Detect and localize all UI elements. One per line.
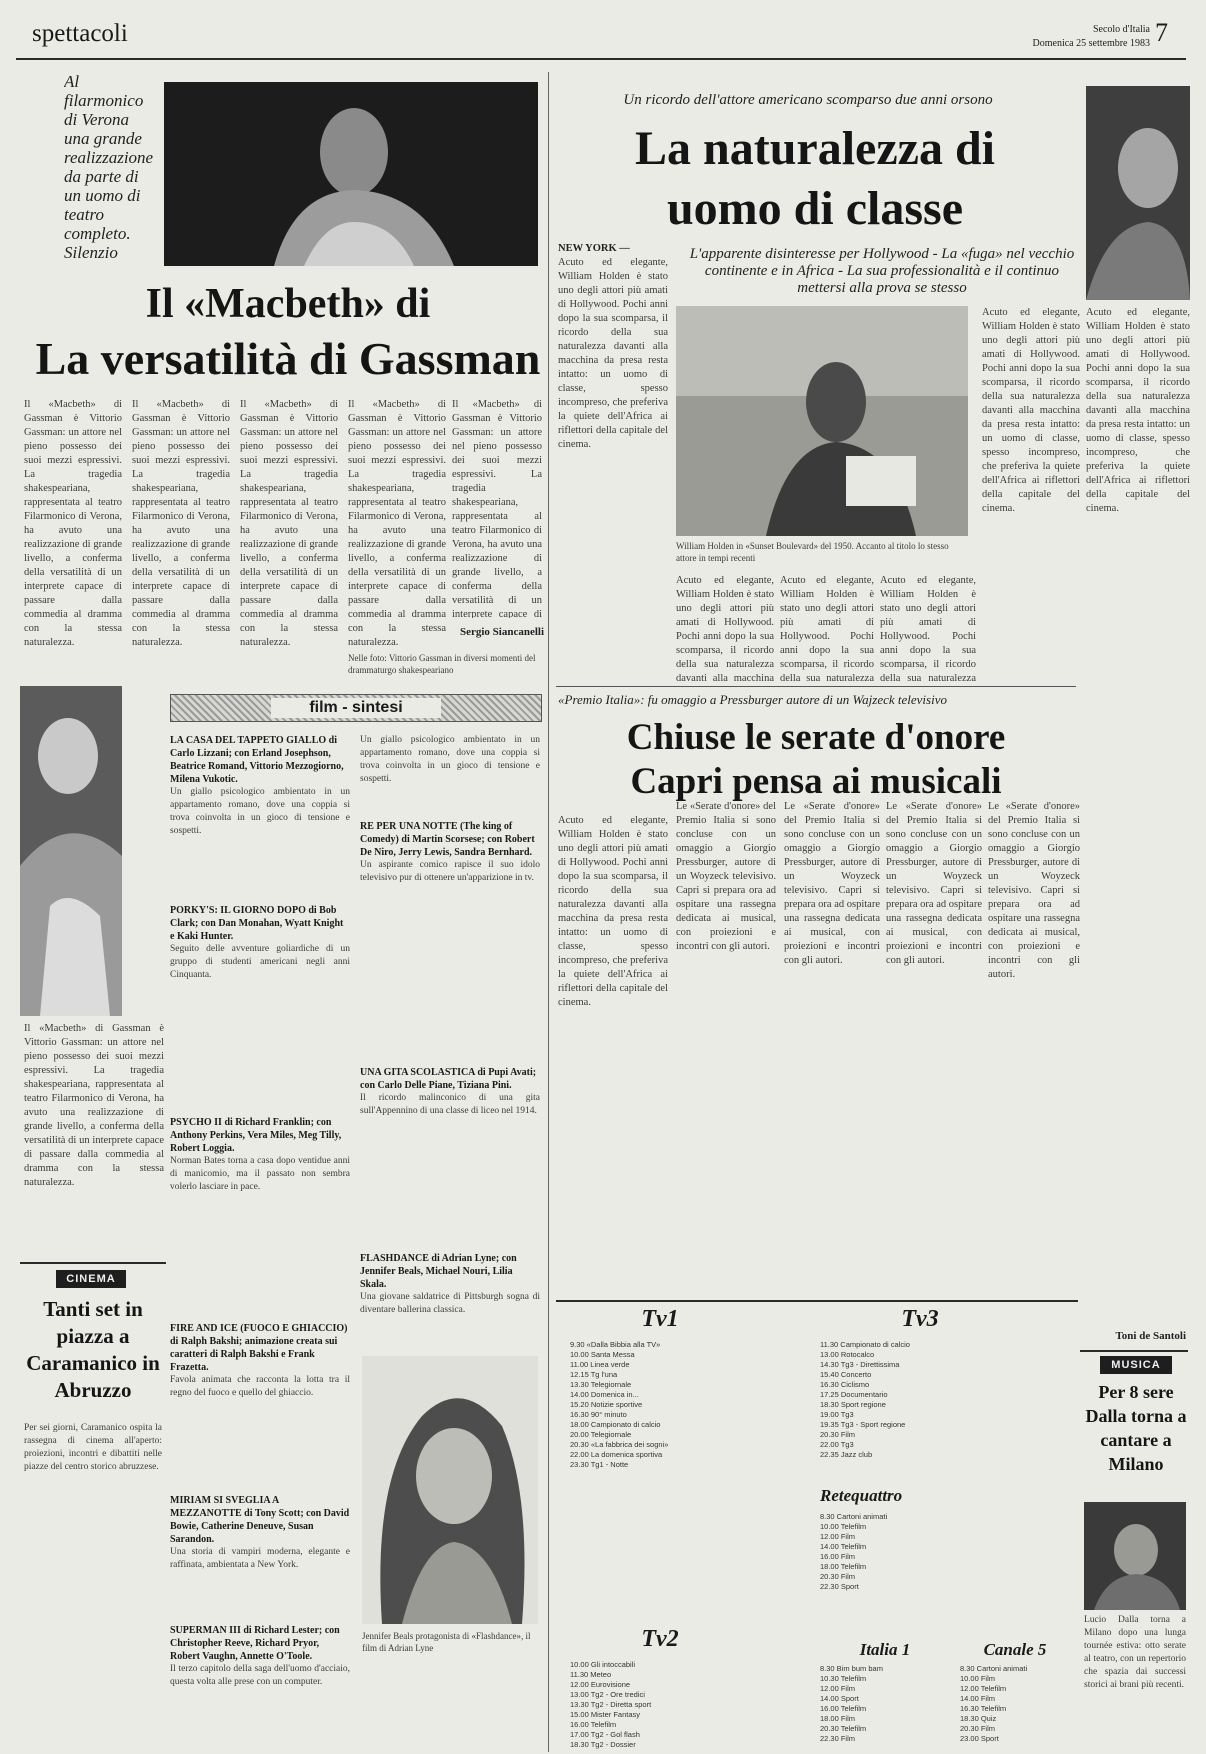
tv-schedule-line: 18.30 Quiz (960, 1714, 997, 1723)
tv-schedule-line: 16.00 Film (820, 1552, 856, 1561)
tv-schedule-line: 8.30 Cartoni animati (960, 1664, 1028, 1673)
macbeth-body-col1-cont: Il «Macbeth» di Gassman è Vittorio Gassman: un attore nel pieno possesso dei suoi mezzi espressivi. La tragedia shakespeariana, rappresentata al teatro Filarmonico di Verona, ha avuto una realizzazione di grande livello, a conferma della versatilità di un interprete capace di passare dalla commedia al dramma con la stessa naturalezza. (24, 1023, 164, 1188)
tv-schedule-line: 16.30 90° minuto (570, 1410, 627, 1419)
masthead-rule (16, 58, 1186, 60)
holden-dateline: NEW YORK — (558, 243, 630, 254)
macbeth-byline: Sergio Siancanelli (459, 626, 544, 638)
cinema-box-headline: Tanti set in piazza a Caramanico in Abruzzo (26, 1297, 160, 1402)
holden-portrait (1086, 86, 1190, 300)
tv-schedule-line: 18.30 Tg2 - Dossier (570, 1740, 636, 1749)
film-item-title: MIRIAM SI SVEGLIA A MEZZANOTTE di Tony Scott; con David Bowie, Catherine Deneuve, Susan Sarandon. (170, 1495, 350, 1545)
film-sintesi-header (170, 694, 542, 722)
macbeth-body-col2: Il «Macbeth» di Gassman è Vittorio Gassman: un attore nel pieno possesso dei suoi mezzi espressivi. La tragedia shakespeariana, rappresentata al teatro Filarmonico di Verona, ha avuto una realizzazione di grande livello, a conferma della versatilità di un interprete capace di passare dalla commedia al dramma con la stessa naturalezza. (132, 399, 230, 648)
tv-schedule-line: 16.30 Telefilm (960, 1704, 1007, 1713)
tv-schedule-line: 8.30 Bim bum bam (820, 1664, 883, 1673)
tv-schedule-line: 22.30 Film (820, 1734, 856, 1743)
premio-headline-2: Capri pensa ai musicali (630, 761, 1002, 802)
film-list-right (360, 734, 540, 1350)
tv-schedule-line: 14.30 Tg3 - Direttissima (820, 1360, 900, 1369)
tv-schedule-line: 13.30 Tg2 - Diretta sport (570, 1700, 652, 1709)
premio-body-col4: Le «Serate d'onore» del Premio Italia si sono concluse con un omaggio a Giorgio Pressburger, autore di un Woyzeck televisivo. Capri si prepara ora ad ospitare una rassegna dedicata ai musical, con proiezioni e incontri con gli autori. (988, 801, 1080, 980)
tv-schedule-line: 12.00 Film (820, 1684, 856, 1693)
tv-schedule-line: 20.30 Telefilm (820, 1724, 867, 1733)
film-item-text-cont: Un giallo psicologico ambientato in un appartamento romano, dove una coppia si trova coinvolta in un gioco di tensione e sospetti. (360, 735, 540, 784)
holden-headline-2: uomo di classe (666, 182, 963, 235)
cinema-box-label: CINEMA (56, 1270, 126, 1288)
tv-schedule-line: 20.00 Telegiornale (570, 1430, 632, 1439)
tv-schedule-line: 12.00 Film (820, 1532, 856, 1541)
tv-schedule-line: 18.00 Campionato di calcio (570, 1420, 661, 1429)
tv-schedule-line: 14.00 Sport (820, 1694, 859, 1703)
film-item-title: FIRE AND ICE (FUOCO E GHIACCIO) di Ralph Bakshi; animazione creata sui caratteri di Ralph Bakshi e Frank Frazetta. (170, 1323, 348, 1373)
film-item (170, 734, 350, 904)
holden-deck: L'apparente disinteresse per Hollywood - La «fuga» nel vecchio continente e in Africa - La sua professionalità e il continuo mettersi alla prova se stesso (689, 246, 1075, 296)
tv2-title: Tv2 (641, 1626, 679, 1652)
tv-schedule-line: 16.30 Ciclismo (820, 1380, 870, 1389)
film-item (170, 904, 350, 1116)
film-item-text: Una storia di vampiri moderna, elegante e raffinata, ambientata a New York. (170, 1547, 350, 1570)
film-item-title: UNA GITA SCOLASTICA di Pupi Avati; con Carlo Delle Piane, Tiziana Pini. (360, 1067, 537, 1091)
film-sintesi-title: film - sintesi (271, 698, 441, 718)
tv-schedule-line: 12.15 Tg l'una (570, 1370, 618, 1379)
macbeth-body-col3: Il «Macbeth» di Gassman è Vittorio Gassman: un attore nel pieno possesso dei suoi mezzi espressivi. La tragedia shakespeariana, rappresentata al teatro Filarmonico di Verona, ha avuto una realizzazione di grande livello, a conferma della versatilità di un interprete capace di passare dalla commedia al dramma con la stessa naturalezza. (240, 399, 338, 648)
premio-body-col0: Acuto ed elegante, William Holden è stato uno degli attori più amati di Hollywood. Pochi anni dopo la sua scomparsa, il ricordo della sua naturalezza davanti alla macchina da presa resta intatto: un uomo di classe, spesso incompreso, che preferiva la quiete dell'Africa ai riflettori della capitale del cinema. (558, 815, 668, 1008)
film-list-left (170, 734, 350, 1744)
tv-schedule-line: 10.00 Santa Messa (570, 1350, 635, 1359)
cinema-box-body: Per sei giorni, Caramanico ospita la rassegna di cinema all'aperto: proiezioni, incontri e dibattiti nelle piazze del centro storico abruzzese. (24, 1423, 162, 1472)
tv-schedule-line: 10.00 Film (960, 1674, 996, 1683)
issue-date: Domenica 25 settembre 1983 (1032, 38, 1150, 49)
holden-photo-caption: William Holden in «Sunset Boulevard» del 1950. Accanto al titolo lo stesso attore in tempi recenti (676, 541, 949, 563)
film-item (170, 1116, 350, 1322)
premio-headline-1: Chiuse le serate d'onore (626, 717, 1006, 758)
tv-schedule-line: 10.30 Telefilm (820, 1674, 867, 1683)
holden-body-col6: Acuto ed elegante, William Holden è stato uno degli attori più amati di Hollywood. Pochi anni dopo la sua scomparsa, il ricordo della sua naturalezza davanti alla macchina da presa resta intatto: un uomo di classe, spesso incompreso, che preferiva la quiete dell'Africa ai riflettori della capitale del cinema. (1086, 307, 1190, 514)
macbeth-body-col5: Il «Macbeth» di Gassman è Vittorio Gassman: un attore nel pieno possesso dei suoi mezzi espressivi. La tragedia shakespeariana, rappresentata al teatro Filarmonico di Verona, ha avuto una realizzazione di grande livello, a conferma della versatilità di un interprete capace di (452, 399, 542, 618)
tv-schedule-line: 15.20 Notizie sportive (570, 1400, 643, 1409)
macbeth-body-col4: Il «Macbeth» di Gassman è Vittorio Gassman: un attore nel pieno possesso dei suoi mezzi espressivi. La tragedia shakespeariana, rappresentata al teatro Filarmonico di Verona, ha avuto una realizzazione di grande livello, a conferma della versatilità di un interprete capace di passare dalla commedia al dramma con la stessa naturalezza. (348, 399, 446, 648)
section-title: spettacoli (32, 20, 128, 47)
film-item-title: PORKY'S: IL GIORNO DOPO di Bob Clark; con Dan Monahan, Wyatt Knight e Kaki Hunter. (170, 905, 344, 942)
tv-schedule-line: 16.00 Telefilm (570, 1720, 617, 1729)
film-item-text: Una giovane saldatrice di Pittsburgh sogna di diventare ballerina classica. (360, 1292, 540, 1315)
canale5-schedule (960, 1664, 1076, 1750)
tv-schedule-line: 12.00 Eurovisione (570, 1680, 631, 1689)
holden-sunset-photo (676, 306, 968, 536)
film-item-text: Norman Bates torna a casa dopo ventidue anni di manicomio, ma il passato non sembra volerlo lasciare in pace. (170, 1156, 350, 1192)
tv-schedule-line: 13.00 Rotocalco (820, 1350, 875, 1359)
tv2-schedule (570, 1660, 800, 1750)
retequattro-schedule (820, 1512, 1076, 1632)
tv-schedule-line: 22.00 Tg3 (820, 1440, 854, 1449)
tv-schedule-line: 15.00 Mister Fantasy (570, 1710, 641, 1719)
premio-body-col2: Le «Serate d'onore» del Premio Italia si sono concluse con un omaggio a Giorgio Pressburger, autore di un Woyzeck televisivo. Capri si prepara ora ad ospitare una rassegna dedicata ai musical, con proiezioni e incontri con gli autori. (784, 801, 880, 966)
page-number: 7 (1155, 18, 1168, 47)
tv-schedule-line: 17.00 Tg2 - Gol flash (570, 1730, 640, 1739)
column-divider (548, 72, 549, 1752)
tv-schedule-line: 20.30 Film (960, 1724, 996, 1733)
film-item-title: FLASHDANCE di Adrian Lyne; con Jennifer Beals, Michael Nouri, Lilia Skala. (360, 1253, 517, 1290)
tv-top-rule (556, 1300, 1078, 1302)
premio-body-col1: Le «Serate d'onore» del Premio Italia si sono concluse con un omaggio a Giorgio Pressburger, autore di un Woyzeck televisivo. Capri si prepara ora ad ospitare una rassegna dedicata ai musical, con proiezioni e incontri con gli autori. (676, 801, 776, 952)
tv-schedule-line: 20.30 Film (820, 1430, 856, 1439)
film-item-text: Favola animata che racconta la lotta tra il regno del fuoco e quello del ghiaccio. (170, 1375, 350, 1398)
tv-schedule-line: 14.00 Domenica in... (570, 1390, 639, 1399)
tv-schedule-line: 13.00 Tg2 - Ore tredici (570, 1690, 645, 1699)
film-item-text: Il terzo capitolo della saga dell'uomo d'acciaio, questa volta alle prese con un computer. (170, 1664, 350, 1687)
film-item-text: Seguito delle avventure goliardiche di un gruppo di studenti americani negli anni Cinquanta. (170, 944, 350, 980)
tv-schedule-line: 11.30 Meteo (570, 1670, 612, 1679)
tv-schedule-line: 19.00 Tg3 (820, 1410, 854, 1419)
holden-body-col1: Acuto ed elegante, William Holden è stato uno degli attori più amati di Hollywood. Pochi anni dopo la sua scomparsa, il ricordo della sua naturalezza davanti alla macchina da presa resta intatto: un uomo di classe, spesso incompreso, che preferiva la quiete dell'Africa ai riflettori della capitale del cinema. (558, 257, 668, 450)
holden-body-col4: Acuto ed elegante, William Holden è stato uno degli attori più amati di Hollywood. Pochi anni dopo la sua scomparsa, il ricordo della sua naturalezza (880, 575, 976, 684)
tv-schedule-line: 14.00 Film (960, 1694, 996, 1703)
tv-schedule-line: 8.30 Cartoni animati (820, 1512, 888, 1521)
tv-schedule-line: 11.30 Campionato di calcio (820, 1340, 910, 1349)
film-item-title: SUPERMAN III di Richard Lester; con Christopher Reeve, Richard Pryor, Robert Vaughn, Annette O'Toole. (170, 1625, 340, 1662)
tv-schedule-line: 20.30 «La fabbrica dei sogni» (570, 1440, 669, 1449)
tv-schedule-line: 22.30 Sport (820, 1582, 859, 1591)
tv-schedule-line: 10.00 Telefilm (820, 1522, 867, 1531)
macbeth-caption: Nelle foto: Vittorio Gassman in diversi momenti del drammaturgo shakespeariano (348, 653, 536, 675)
film-item (170, 1322, 350, 1494)
holden-headline-1: La naturalezza di (635, 122, 995, 175)
film-item (360, 1252, 540, 1348)
italia1-title: Italia 1 (859, 1640, 911, 1659)
holden-kicker: Un ricordo dell'attore americano scomparso due anni orsono (623, 92, 993, 108)
tv-schedule-line: 18.30 Sport regione (820, 1400, 886, 1409)
macbeth-headline-2: La versatilità di Gassman (35, 333, 541, 384)
premio-kicker: «Premio Italia»: fu omaggio a Pressburger autore di un Wajzeck televisivo (558, 692, 947, 707)
tv-schedule-line: 18.00 Telefilm (820, 1562, 867, 1571)
holden-bottom-rule (556, 686, 1076, 687)
tv-schedule-line: 22.00 La domenica sportiva (570, 1450, 663, 1459)
film-item (170, 1494, 350, 1624)
tv-schedule-line: 23.00 Sport (960, 1734, 999, 1743)
flashdance-caption: Jennifer Beals protagonista di «Flashdance», il film di Adrian Lyne (362, 1631, 531, 1653)
tv-schedule-line: 9.30 «Dalla Bibbia alla TV» (570, 1340, 661, 1349)
film-item-title: RE PER UNA NOTTE (The king of Comedy) di Martin Scorsese; con Robert De Niro, Jerry Lewis, Sandra Bernhard. (360, 821, 535, 858)
tv-schedule-line: 17.25 Documentario (820, 1390, 888, 1399)
holden-body-col3: Acuto ed elegante, William Holden è stato uno degli attori più amati di Hollywood. Pochi anni dopo la sua scomparsa, il ricordo della sua naturalezza (780, 575, 874, 684)
tv-schedule-line: 14.00 Telefilm (820, 1542, 867, 1551)
tv-schedule-line: 16.00 Telefilm (820, 1704, 867, 1713)
film-item (360, 820, 540, 1066)
tv-schedule-line: 15.40 Concerto (820, 1370, 872, 1379)
tv-schedule-line: 11.00 Linea verde (570, 1360, 630, 1369)
film-item (170, 1624, 350, 1734)
holden-body-col2: Acuto ed elegante, William Holden è stato uno degli attori più amati di Hollywood. Pochi anni dopo la sua scomparsa, il ricordo della sua naturalezza davanti alla macchina (676, 575, 774, 684)
newspaper-name: Secolo d'Italia (1092, 24, 1150, 35)
macbeth-body-col1: Il «Macbeth» di Gassman è Vittorio Gassman: un attore nel pieno possesso dei suoi mezzi espressivi. La tragedia shakespeariana, rappresentata al teatro Filarmonico di Verona, ha avuto una realizzazione di grande livello, a conferma della versatilità di un interprete capace di passare dalla commedia al dramma con la stessa naturalezza. (24, 399, 122, 648)
flashdance-photo (362, 1356, 538, 1624)
tv-schedule-line: 10.00 Gli intoccabili (570, 1660, 636, 1669)
tv-schedule-line: 22.35 Jazz club (820, 1450, 873, 1459)
film-item-text: Un aspirante comico rapisce il suo idolo televisivo pur di ottenere un'apparizione in tv. (360, 860, 540, 883)
tv-schedule-line: 23.30 Tg1 - Notte (570, 1460, 629, 1469)
musica-box-headline: Per 8 sere Dalla torna a cantare a Milano (1085, 1382, 1187, 1474)
tv-schedule-line: 12.00 Telefilm (960, 1684, 1007, 1693)
tv-schedule-line: 19.35 Tg3 - Sport regione (820, 1420, 906, 1429)
gassman-photo-top (164, 82, 538, 266)
tv-schedule-line: 18.00 Film (820, 1714, 856, 1723)
dalla-photo (1084, 1502, 1186, 1610)
film-item-title: PSYCHO II di Richard Franklin; con Anthony Perkins, Vera Miles, Meg Tilly, Robert Loggia. (170, 1117, 342, 1154)
musica-box-rule (1080, 1350, 1188, 1352)
gassman-photo-side (20, 686, 122, 1016)
premio-body-col3: Le «Serate d'onore» del Premio Italia si sono concluse con un omaggio a Giorgio Pressburger, autore di un Woyzeck televisivo. Capri si prepara ora ad ospitare una rassegna dedicata ai musical, con proiezioni e incontri con gli autori. (886, 801, 982, 966)
tv3-schedule (820, 1340, 1076, 1480)
macbeth-kicker: Al filarmonico di Verona una grande realizzazione da parte di un uomo di teatro completo. Silenzio (64, 72, 154, 262)
film-item-title: LA CASA DEL TAPPETO GIALLO di Carlo Lizzani; con Erland Josephson, Beatrice Romand, Vittorio Mezzogiorno, Milena Vukotic. (170, 735, 344, 785)
tv1-title: Tv1 (641, 1306, 679, 1332)
holden-body-col5: Acuto ed elegante, William Holden è stato uno degli attori più amati di Hollywood. Pochi anni dopo la sua scomparsa, il ricordo della sua naturalezza davanti alla macchina da presa resta intatto: un uomo di classe, spesso incompreso, che preferiva la quiete dell'Africa ai riflettori della capitale del cinema. (982, 307, 1080, 514)
musica-box-label: MUSICA (1100, 1356, 1172, 1374)
musica-box-body: Lucio Dalla torna a Milano dopo una lunga tournée estiva: otto serate al teatro, con un repertorio che spazia dai successi storici ai brani più recenti. (1084, 1615, 1186, 1690)
tv3-title: Tv3 (901, 1306, 939, 1332)
macbeth-headline-1: Il «Macbeth» di (145, 281, 431, 327)
tv-schedule-line: 20.30 Film (820, 1572, 856, 1581)
italia1-schedule (820, 1664, 954, 1750)
film-item-text: Un giallo psicologico ambientato in un appartamento romano, dove una coppia si trova coinvolta in un gioco di tensione e sospetti. (170, 787, 350, 836)
retequattro-title: Retequattro (820, 1486, 903, 1505)
holden-byline: Toni de Santoli (1115, 1330, 1186, 1342)
tv-schedule-line: 13.30 Telegiornale (570, 1380, 632, 1389)
film-item (360, 1066, 540, 1252)
film-item-text: Il ricordo malinconico di una gita sull'Appennino di una classe di liceo nel 1914. (360, 1093, 540, 1116)
tv1-schedule (570, 1340, 800, 1620)
cinema-box-rule (20, 1262, 166, 1264)
canale5-title: Canale 5 (983, 1640, 1047, 1659)
